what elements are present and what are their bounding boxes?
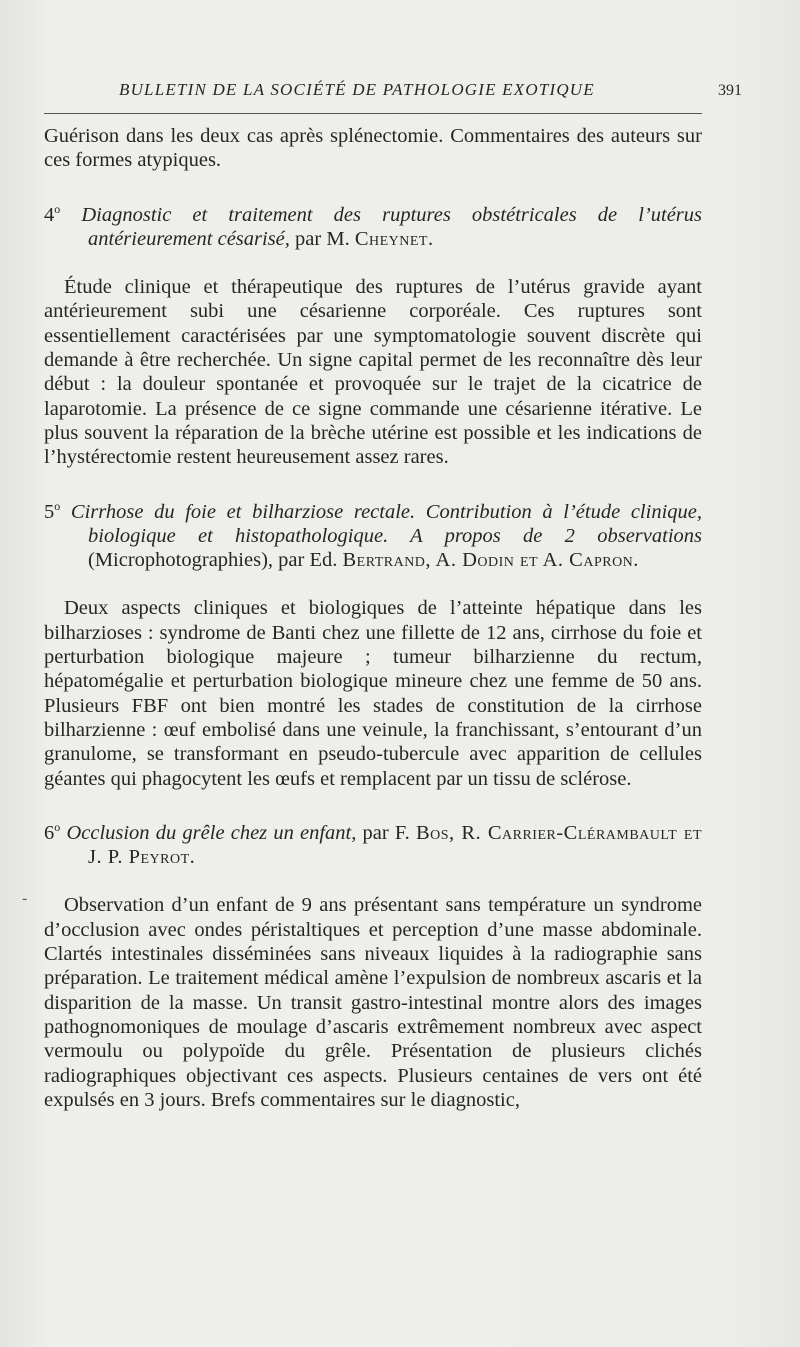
item-6-heading: 6$^o$ Occlusion du grêle chez un enfant, par F. Bos, R. Carrier-Clérambault et J. P. Peyrot. xyxy=(44,819,703,869)
body-text xyxy=(44,124,702,1112)
item-5-summary: Deux aspects cliniques et biologiques de l’atteinte hépatique dans les bilharzioses : syndrome de Banti chez une fillette de 12 ans, cirrhose du foie et perturbation biologique majeure ; tumeur bilharzienne du rectum, hépatomégalie et perturbation biologique mineure chez une femme de 50 ans. Plusieurs FBF ont bien montré les stades de constitution de la cirrhose bilharzienne : œuf embolisé dans une veinule, la franchissant, s’entourant d’un granulome, se transformant en pseudo-tubercule avec apparition de cellules géantes qui phagocytent les œufs et remplacent par un tissu de sclérose. xyxy=(44,597,702,790)
item-4-heading: 4$^o$ Diagnostic et traitement des ruptures obstétricales de l’utérus antérieurement césarisé, par M. Cheynet. xyxy=(44,201,703,250)
margin-mark: - xyxy=(22,890,28,907)
page-number: 391 xyxy=(718,82,742,99)
item-4-summary: Étude clinique et thérapeutique des ruptures de l’utérus gravide ayant antérieurement subi une césarienne corporéale. Ces ruptures sont essentiellement caractérisées par une symptomatologie souvent discrète qui demande à être recherchée. Un signe capital permet de les reconnaître dès leur début : la douleur spontanée et provoquée sur le trajet de la cicatrice de laparotomie. La présence de ce signe commande une césarienne itérative. Le plus souvent la réparation de la brèche utérine est possible et les indications de l’hystérectomie restent heureusement assez rares. xyxy=(44,276,702,469)
header-rule xyxy=(44,113,702,114)
running-title: BULLETIN DE LA SOCIÉTÉ DE PATHOLOGIE EXOTIQUE xyxy=(119,80,595,99)
item-5-heading: 5$^o$ Cirrhose du foie et bilharziose rectale. Contribution à l’étude clinique, biologique et histopathologique. A propos de 2 observations (Microphotographies), par Ed. Bertrand, A. Dodin et A. Capron. xyxy=(44,498,702,572)
item-6-summary: Observation d’un enfant de 9 ans présentant sans température un syndrome d’occlusion avec ondes péristaltiques et perception d’une masse abdominale. Clartés intestinales disséminées sans niveaux liquides à la radiographie sans préparation. Le traitement médical amène l’expulsion de nombreux ascaris et la disparition de la masse. Un transit gastro-intestinal montre alors des images pathognomoniques de moulage d’ascaris extrêmement nombreux avec aspect vermoulu ou polypoïde du grêle. Présentation de plusieurs clichés radiographiques objectivant ces aspects. Plusieurs centaines de vers ont été expulsés en 3 jours. Brefs commentaires sur le diagnostic, xyxy=(44,894,702,1111)
item-6-title: Occlusion du grêle chez un enfant, xyxy=(66,821,357,844)
item-4-authors: Cheynet xyxy=(354,227,428,250)
item-5-title: Cirrhose du foie et bilharziose rectale. Contribution à l’étude clinique, biologique et histopathologique. A propos de 2 observations xyxy=(70,500,702,547)
running-header xyxy=(44,80,742,102)
item-6-authors: Bos, R. Carrier-Clérambault et J. P. Peyrot xyxy=(88,821,703,869)
intro-paragraph: Guérison dans les deux cas après splénectomie. Commentaires des auteurs sur ces formes atypiques. xyxy=(44,125,702,172)
item-5-authors: Bertrand, A. Dodin et A. Capron xyxy=(342,549,634,572)
item-4-title: Diagnostic et traitement des ruptures obstétricales de l’utérus antérieurement césarisé, xyxy=(81,203,703,250)
